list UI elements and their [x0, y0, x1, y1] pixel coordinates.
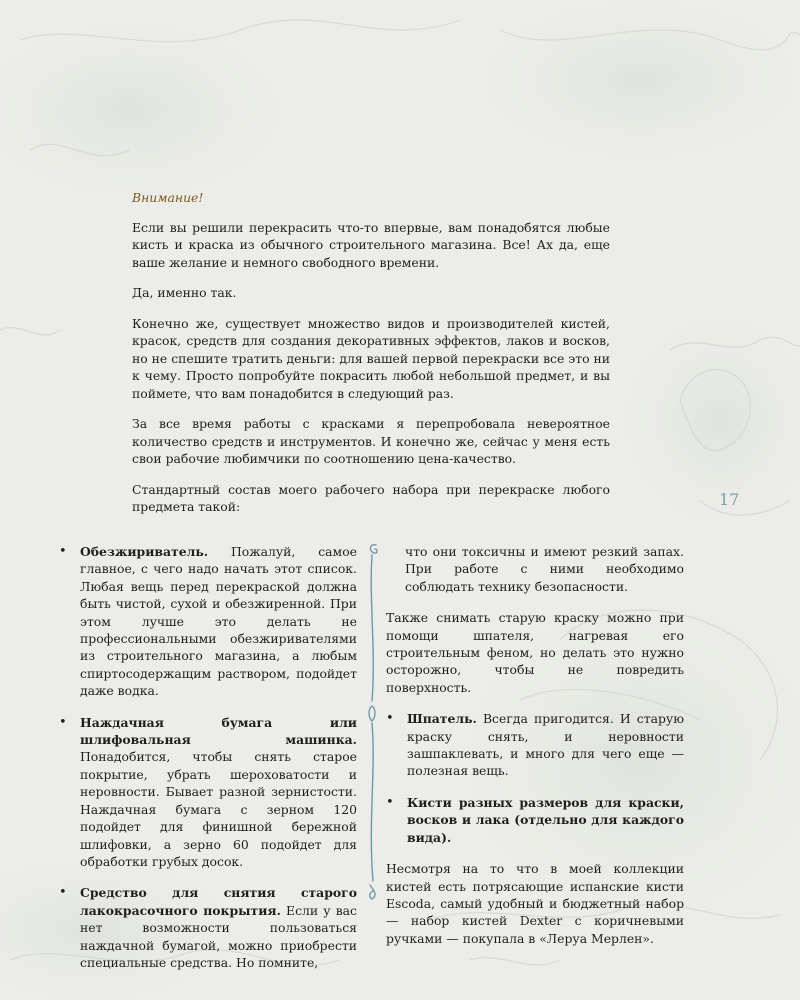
bullet-icon: • — [386, 711, 394, 727]
list-item-text: Понадобится, чтобы снять старое покрытие, убрать шероховатости и неровности. Бывает разной зернистости. Наждачная бумага с зерном 120 подойдет для финишной бережной шлифовки, а зерно 60 подойдет для обработки грубых досок. — [80, 749, 357, 869]
intro-section — [132, 189, 610, 529]
list-item-title: Средство для снятия старого лакокрасочного покрытия. — [80, 885, 357, 918]
column-divider — [364, 541, 384, 901]
list-item-title: Обезжириватель. — [80, 544, 209, 559]
right-column — [386, 543, 684, 961]
list-item — [59, 543, 357, 700]
body-paragraph: Также снимать старую краску можно при помощи шпателя, нагревая его строительным феном, но делать это нужно осторожно, чтобы не повредить поверхность. — [386, 610, 684, 695]
page-number: 17 — [719, 490, 740, 509]
bullet-icon: • — [386, 794, 394, 810]
intro-paragraph: Если вы решили перекрасить что-то впервые, вам понадобятся любые кисть и краска из обычного строительного магазина. Все! Ах да, еще ваше желание и немного свободного времени. — [132, 219, 610, 270]
bullet-icon: • — [59, 885, 67, 901]
list-item-text: Всегда пригодится. И старую краску снять, и неровности зашпаклевать, и много для чего еще — полезная вещь. — [407, 711, 684, 779]
list-item — [59, 884, 357, 971]
list-item — [386, 794, 684, 846]
warning-label: Внимание! — [132, 190, 204, 205]
intro-paragraph: Конечно же, существует множество видов и производителей кистей, красок, средств для создания декоративных эффектов, лаков и восков, но не спешите тратить деньги: для вашей первой перекраски все это ни к чему. Просто попробуйте покрасить любой небольшой предмет, и вы поймете, что вам понадобится в следующий раз. — [132, 315, 610, 401]
continuation-text: что они токсичны и имеют резкий запах. При работе с ними необходимо соблюдать технику безопасности. — [405, 544, 684, 594]
intro-paragraph: Да, именно так. — [132, 285, 237, 300]
list-item-title: Наждачная бумага или шлифовальная машинка. — [80, 714, 357, 748]
list-item — [59, 714, 357, 871]
bullet-icon: • — [59, 714, 67, 730]
list-item-text: Если у вас нет возможности пользоваться наждачной бумагой, можно приобрести специальные средства. Но помните, — [80, 902, 357, 970]
bullet-icon: • — [59, 544, 67, 559]
list-item-title: Шпатель. — [407, 711, 477, 727]
list-item-title: Кисти разных размеров для краски, восков и лака (отдельно для каждого вида). — [407, 794, 684, 845]
left-column — [59, 543, 357, 985]
body-paragraph: Несмотря на то что в моей коллекции кистей есть потрясающие испанские кисти Escoda, самый удобный и бюджетный набор — набор кистей Dexter с коричневыми ручками — покупала в «Леруа Мерлен». — [386, 861, 684, 946]
list-item — [386, 710, 684, 780]
intro-paragraph: За все время работы с красками я перепробовала невероятное количество средств и инструментов. И конечно же, сейчас у меня есть свои рабочие любимчики по соотношению цена-качество. — [132, 416, 610, 466]
intro-paragraph: Стандартный состав моего рабочего набора при перекраске любого предмета такой: — [132, 481, 610, 514]
list-item-text: Пожалуй, самое главное, с чего надо начать этот список. Любая вещь перед перекраской должна быть чистой, сухой и обезжиренной. При этом лучше это делать не профессиональными обезжиривателями из строительного магазина, а любым спиртосодержащим раствором, подойдет даже водка. — [80, 544, 357, 699]
